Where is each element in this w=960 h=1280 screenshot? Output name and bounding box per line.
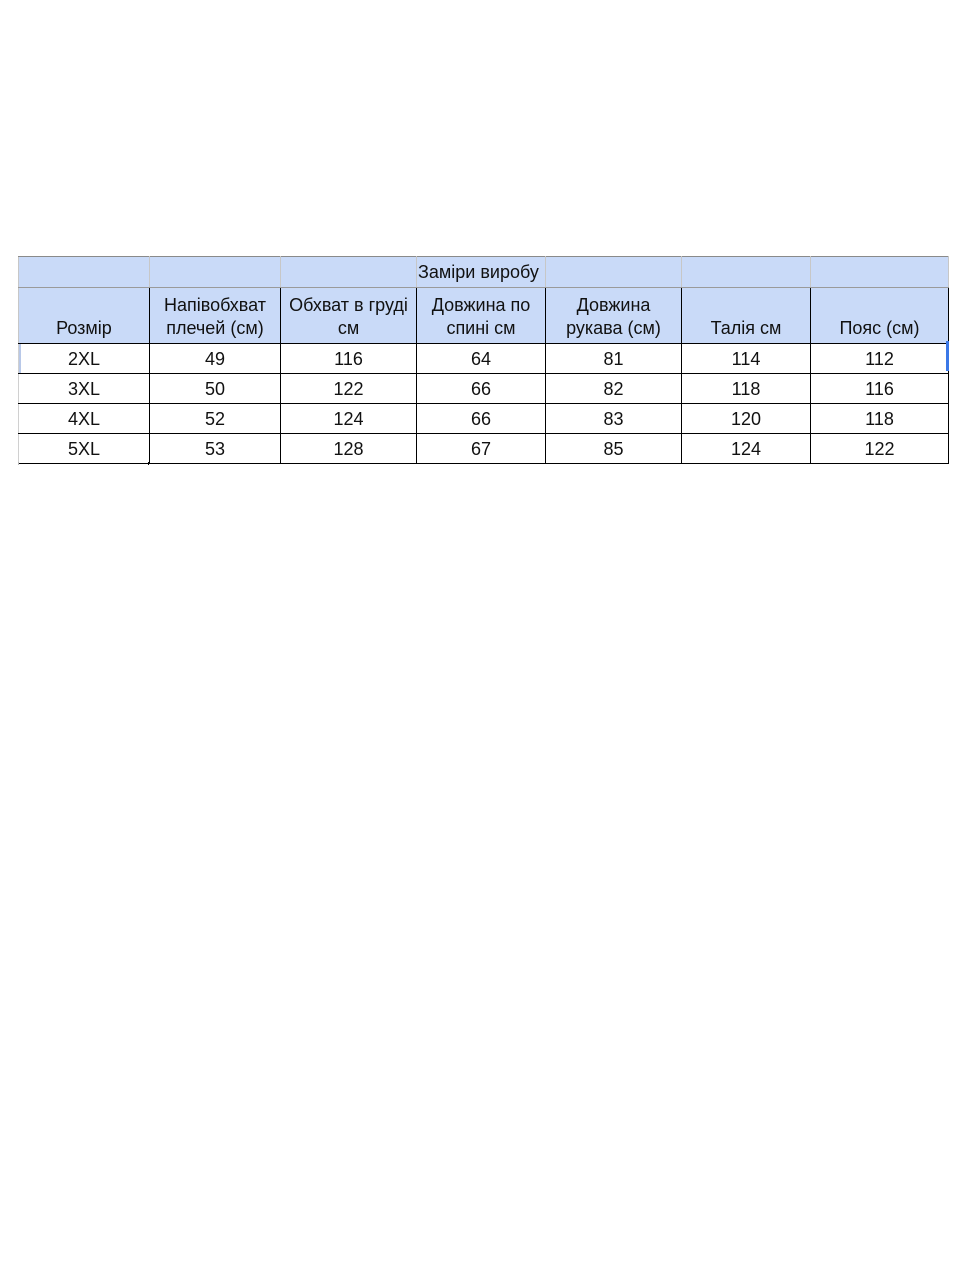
table-row <box>19 404 949 434</box>
table-cell[interactable]: 83 <box>546 404 682 434</box>
table-cell[interactable]: 81 <box>546 344 682 374</box>
header-waist[interactable]: Талія см <box>682 288 811 344</box>
table-cell[interactable]: 67 <box>417 434 546 464</box>
table-cell[interactable]: 128 <box>281 434 417 464</box>
table-row <box>19 434 949 464</box>
table-cell[interactable]: 2XL <box>19 344 150 374</box>
table-cell[interactable]: 64 <box>417 344 546 374</box>
table-cell[interactable]: 114 <box>682 344 811 374</box>
table-row <box>19 374 949 404</box>
title-empty-cell[interactable] <box>150 257 281 288</box>
table-cell[interactable]: 52 <box>150 404 281 434</box>
cell-selection-cursor <box>946 341 949 371</box>
header-chest[interactable]: Обхват в груді см <box>281 288 417 344</box>
title-empty-cell[interactable] <box>19 257 150 288</box>
table-cell[interactable]: 49 <box>150 344 281 374</box>
table-cell[interactable]: 118 <box>811 404 949 434</box>
title-row <box>19 257 949 288</box>
header-half-shoulder[interactable]: Напівобхват плечей (см) <box>150 288 281 344</box>
header-sleeve-length[interactable]: Довжина рукава (см) <box>546 288 682 344</box>
size-chart-sheet <box>18 256 948 464</box>
table-cell[interactable]: 82 <box>546 374 682 404</box>
table-cell[interactable]: 112 <box>811 344 949 374</box>
table-cell[interactable]: 53 <box>150 434 281 464</box>
title-empty-cell[interactable] <box>811 257 949 288</box>
header-belt[interactable]: Пояс (см) <box>811 288 949 344</box>
grid-line-stub <box>148 462 149 465</box>
table-cell[interactable]: 118 <box>682 374 811 404</box>
table-cell[interactable]: 85 <box>546 434 682 464</box>
header-back-length[interactable]: Довжина по спині см <box>417 288 546 344</box>
table-cell[interactable]: 3XL <box>19 374 150 404</box>
table-cell[interactable]: 50 <box>150 374 281 404</box>
title-empty-cell[interactable] <box>546 257 682 288</box>
table-title: Заміри виробу <box>418 262 539 282</box>
table-cell[interactable]: 5XL <box>19 434 150 464</box>
table-cell[interactable]: 122 <box>281 374 417 404</box>
table-cell[interactable]: 122 <box>811 434 949 464</box>
table-cell[interactable]: 116 <box>811 374 949 404</box>
size-chart-table <box>18 256 949 464</box>
table-cell[interactable]: 120 <box>682 404 811 434</box>
table-cell[interactable]: 66 <box>417 374 546 404</box>
table-cell[interactable]: 66 <box>417 404 546 434</box>
table-cell[interactable]: 116 <box>281 344 417 374</box>
table-row <box>19 344 949 374</box>
table-cell[interactable]: 4XL <box>19 404 150 434</box>
table-cell[interactable]: 124 <box>682 434 811 464</box>
title-empty-cell[interactable] <box>682 257 811 288</box>
table-cell[interactable]: 124 <box>281 404 417 434</box>
header-size[interactable]: Розмір <box>19 288 150 344</box>
header-row <box>19 288 949 344</box>
grid-line-stub <box>18 462 19 465</box>
table-title-cell[interactable] <box>417 257 546 288</box>
title-empty-cell[interactable] <box>281 257 417 288</box>
